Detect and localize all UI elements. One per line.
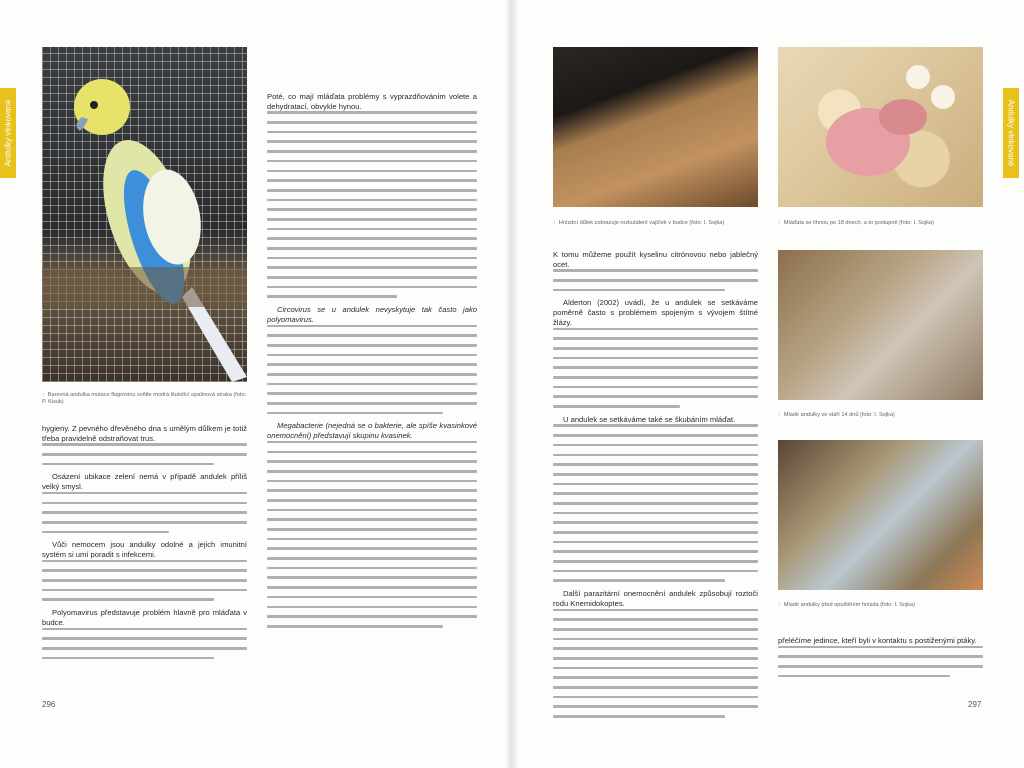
caption-arrow-icon: ↑ [42, 392, 45, 398]
nest-box-caption: ↑ Hnízdní důlek zobrazuje rozkutálení vajíček v budce (foto: I. Sojka) [553, 220, 725, 226]
left-column-2 [267, 92, 477, 635]
hatchling-caption: ↑ Mláďata se líhnou po 18 dnech, a to postupně (foto: I. Sojka) [778, 220, 935, 226]
right-page [512, 0, 1024, 768]
chapter-tab-label: Andulky vlnkované [3, 99, 13, 167]
page-number-right: 297 [968, 700, 982, 709]
paragraph: Další parazitární onemocnění andulek způsobují roztoči rodu Knemidokoptes. [553, 589, 758, 608]
paragraph: přeléčíme jedince, kteří byli v kontaktu s postiženými ptáky. [778, 636, 977, 645]
chapter-tab-left [0, 88, 16, 178]
paragraph: Poté, co mají mláďata problémy s vyprazdňováním volete a dehydratací, obvykle hynou. [267, 92, 477, 111]
right-column-2 [778, 636, 983, 684]
paragraph: Osázení ubikace zelení nemá v případě andulek příliš velký smysl. [42, 472, 247, 492]
paragraph: Vůči nemocem jsou andulky odolné a jejich imunitní systém si umí poradit s infekcemi. [42, 540, 247, 560]
chapter-tab-label: Andulky vlnkované [1006, 99, 1016, 167]
chicks-14-days-caption: ↑ Mladé andulky ve stáří 14 dnů (foto: I. Sojka) [778, 412, 895, 418]
paragraph: U andulek se setkáváme také se škubáním mláďat. [563, 414, 736, 424]
fledglings-photo [778, 440, 983, 590]
book-gutter [506, 0, 518, 768]
hatchling-photo [778, 47, 983, 207]
chicks-14-days-photo [778, 250, 983, 400]
left-column-1 [42, 424, 247, 666]
fledglings-caption: ↑ Mladé andulky před opuštěním hnízda (foto: I. Sojka) [778, 602, 916, 608]
paragraph: Alderton (2002) uvádí, že u andulek se setkáváme poměrně často s problémem spojeným s vývojem štítné žlázy. [553, 298, 758, 327]
right-column-1 [553, 250, 758, 725]
paragraph: hygieny. Z pevného dřevěného dna s umělým důlkem je totiž třeba pravidelně odstraňovat trus. [42, 424, 247, 443]
paragraph: Megabacterie (nejedná se o bakterie, ale spíše kvasinkové onemocnění) představují skupinu kvasinek. [267, 421, 477, 441]
paragraph: Polyomavirus představuje problém hlavně pro mláďata v budce. [42, 608, 247, 627]
photo-caption [42, 392, 247, 406]
caption-arrow-icon: ↑ [778, 412, 781, 418]
hatchling-illustration [778, 47, 983, 207]
caption-arrow-icon: ↑ [778, 602, 781, 608]
photo-caption-text: Barevná andulka mutace flagrovinu světle modrá lšutolící opalinová straka (foto: P. Kisuk) [42, 392, 247, 405]
paragraph: K tomu můžeme použít kyselinu citrónovou nebo jablečný ocet. [553, 250, 758, 269]
page-number-left: 296 [42, 700, 56, 709]
nest-box-photo [553, 47, 758, 207]
caption-arrow-icon: ↑ [553, 220, 556, 226]
budgerigar-photo [42, 47, 247, 382]
paragraph: Circovirus se u andulek nevyskytuje tak často jako polyomavirus. [267, 305, 477, 324]
chapter-tab-right [1003, 88, 1019, 178]
caption-arrow-icon: ↑ [778, 220, 781, 226]
budgerigar-illustration [42, 47, 247, 382]
